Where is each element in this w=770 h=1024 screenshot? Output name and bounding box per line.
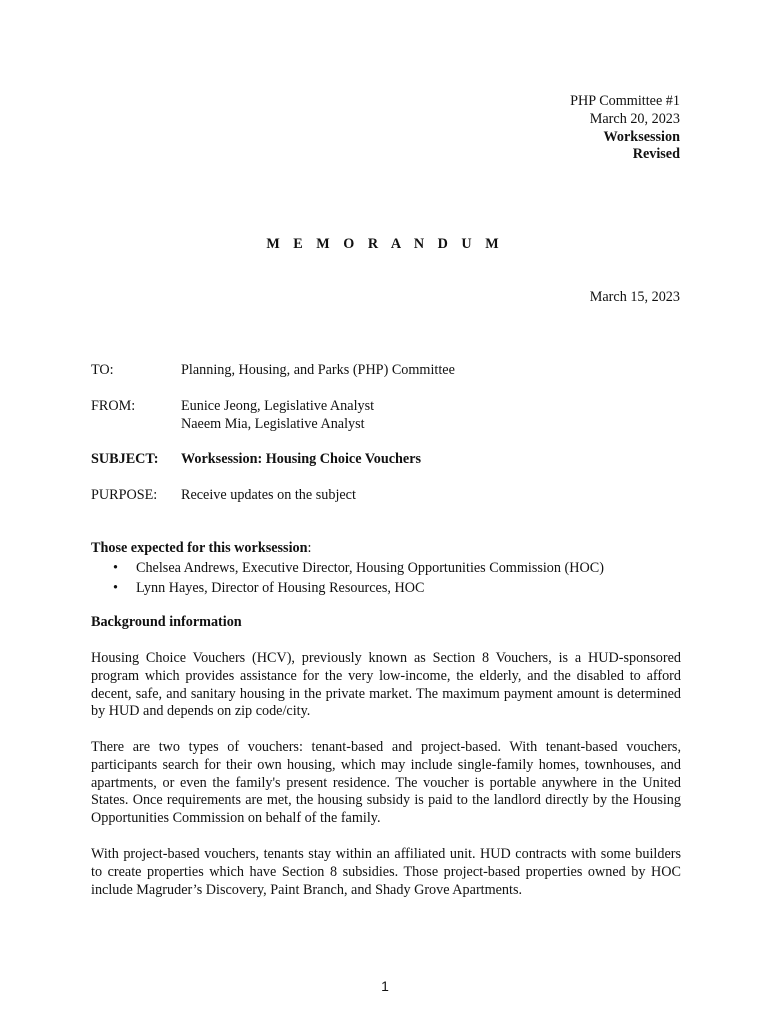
committee-header [570,93,680,164]
attendee-name: Lynn Hayes, Director of Housing Resources, HOC [136,579,425,596]
bullet-icon: • [113,579,118,596]
committee-date: March 20, 2023 [589,110,680,127]
bullet-icon: • [113,559,118,576]
subject-value: Worksession: Housing Choice Vouchers [181,451,422,467]
attendee-list [91,560,681,598]
memo-date: March 15, 2023 [589,289,680,305]
expected-attendees-section [91,540,681,597]
attendee-name: Chelsea Andrews, Executive Director, Housing Opportunities Commission (HOC) [136,559,604,576]
background-paragraph-3: With project-based vouchers, tenants stay within an affiliated unit. HUD contracts with some builders to create properties which have Section 8 subsidies. Those project-based properties owned by HOC include Magruder’s Discovery, Paint Branch, and Shady Grove Apartments. [91,846,681,898]
background-paragraph-1: Housing Choice Vouchers (HCV), previously known as Section 8 Vouchers, is a HUD-sponsored program which provides assistance for the very low-income, the elderly, and the disabled to afford decent, safe, and sanitary housing in the private market. The maximum payment amount is determined by HUD and depends on zip code/city. [91,650,681,720]
to-value: Planning, Housing, and Parks (PHP) Committee [181,362,455,378]
from-value-line1: Eunice Jeong, Legislative Analyst [181,398,375,414]
list-item [91,560,681,578]
expected-heading: Those expected for this worksession [91,540,308,556]
from-value-line2: Naeem Mia, Legislative Analyst [181,415,365,432]
from-label: FROM: [91,398,136,414]
session-type: Worksession [603,128,680,145]
purpose-value: Receive updates on the subject [181,487,356,503]
revision-status: Revised [632,146,680,163]
expected-heading-colon: : [307,540,312,556]
list-item [91,580,681,598]
committee-label: PHP Committee #1 [570,93,680,109]
expected-heading-line [91,540,681,558]
purpose-label: PURPOSE: [91,487,158,503]
subject-label: SUBJECT: [91,451,159,467]
to-label: TO: [91,362,114,378]
background-paragraph-2: There are two types of vouchers: tenant-based and project-based. With tenant-based vouchers, participants search for their own housing, which may include single-family homes, townhouses, and apartments, or even the family's present residence. The voucher is portable anywhere in the United States. Once requirements are met, the housing subsidy is paid to the landlord directly by the Housing Opportunities Commission on behalf of the family. [91,739,681,827]
from-value [181,398,374,434]
page-number: 1 [381,978,389,994]
memo-title: M E M O R A N D U M [266,236,504,252]
background-heading: Background information [91,614,242,630]
